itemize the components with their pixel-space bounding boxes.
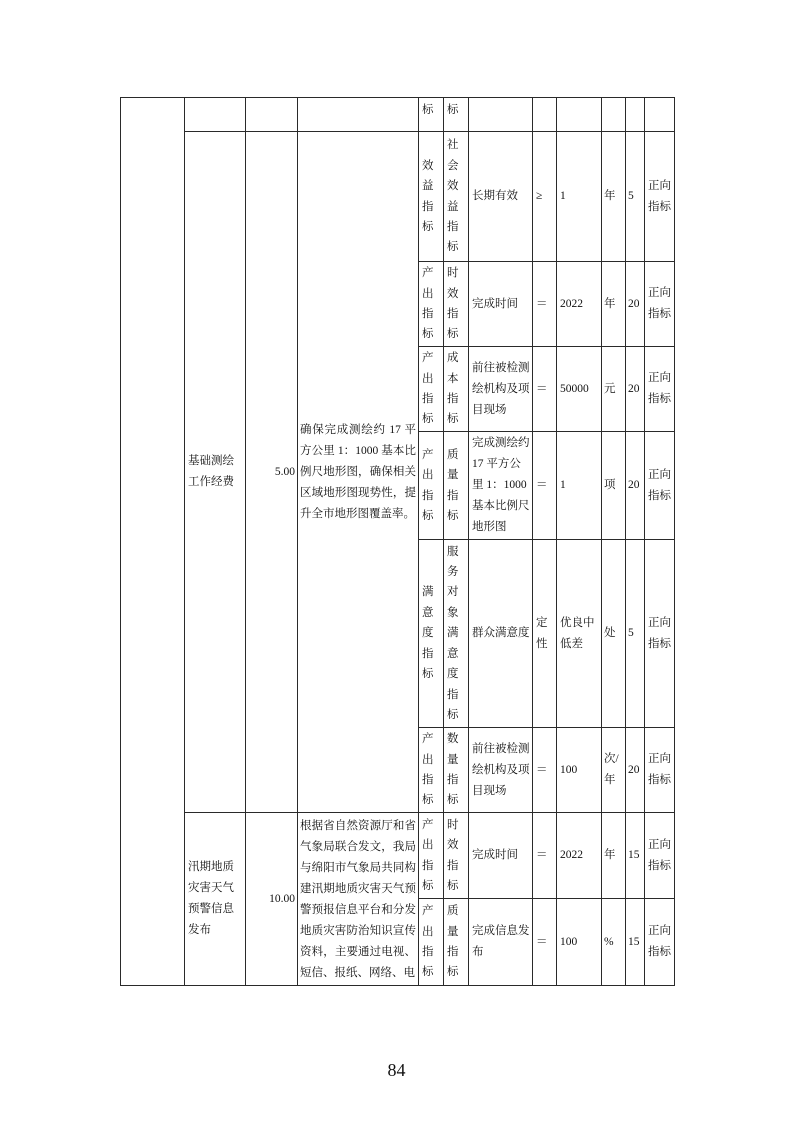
indicator-value: 2022 bbox=[557, 262, 602, 347]
indicator-unit: 年 bbox=[602, 132, 626, 262]
project-name: 基础测绘工作经费 bbox=[185, 132, 246, 813]
indicator-level1: 效益指标 bbox=[419, 132, 444, 262]
indicator-level2: 数量指标 bbox=[444, 728, 469, 813]
indicator-level1: 产出指标 bbox=[419, 432, 444, 540]
indicator-level3: 完成时间 bbox=[469, 262, 533, 347]
indicator-weight: 15 bbox=[626, 813, 645, 899]
indicator-weight: 5 bbox=[626, 132, 645, 262]
indicator-level2: 标 bbox=[444, 98, 469, 132]
indicator-operator: ＝ bbox=[533, 347, 557, 432]
indicator-direction: 正向指标 bbox=[645, 132, 675, 262]
indicator-level1: 产出指标 bbox=[419, 262, 444, 347]
indicator-level2: 服务对象满意度指标 bbox=[444, 540, 469, 728]
indicator-direction: 正向指标 bbox=[645, 347, 675, 432]
project-amount: 10.00 bbox=[246, 813, 298, 986]
indicator-unit: 处 bbox=[602, 540, 626, 728]
indicator-value: 100 bbox=[557, 728, 602, 813]
indicator-operator: ≥ bbox=[533, 132, 557, 262]
empty-cell bbox=[626, 98, 645, 132]
indicator-level1: 产出指标 bbox=[419, 813, 444, 899]
performance-indicator-table bbox=[120, 97, 675, 986]
indicator-weight: 20 bbox=[626, 432, 645, 540]
indicator-level3: 完成信息发布 bbox=[469, 899, 533, 986]
table-container bbox=[120, 97, 675, 986]
project-name: 汛期地质灾害天气预警信息发布 bbox=[185, 813, 246, 986]
indicator-value: 50000 bbox=[557, 347, 602, 432]
indicator-level2: 时效指标 bbox=[444, 262, 469, 347]
indicator-level3: 完成时间 bbox=[469, 813, 533, 899]
indicator-level2: 社会效益指标 bbox=[444, 132, 469, 262]
indicator-unit: % bbox=[602, 899, 626, 986]
indicator-direction: 正向指标 bbox=[645, 813, 675, 899]
indicator-unit: 次/年 bbox=[602, 728, 626, 813]
indicator-unit: 年 bbox=[602, 813, 626, 899]
project-goal-cell bbox=[298, 813, 419, 986]
table-row bbox=[121, 132, 675, 262]
indicator-level3: 前往被检测绘机构及项目现场 bbox=[469, 728, 533, 813]
indicator-weight: 5 bbox=[626, 540, 645, 728]
indicator-weight: 20 bbox=[626, 728, 645, 813]
indicator-direction: 正向指标 bbox=[645, 262, 675, 347]
indicator-level2: 成本指标 bbox=[444, 347, 469, 432]
indicator-level1: 标 bbox=[419, 98, 444, 132]
empty-cell bbox=[469, 98, 533, 132]
indicator-level2: 质量指标 bbox=[444, 899, 469, 986]
indicator-unit: 项 bbox=[602, 432, 626, 540]
empty-cell bbox=[185, 98, 246, 132]
indicator-value: 优良中低差 bbox=[557, 540, 602, 728]
indicator-level3: 群众满意度 bbox=[469, 540, 533, 728]
indicator-value: 1 bbox=[557, 432, 602, 540]
indicator-direction: 正向指标 bbox=[645, 432, 675, 540]
empty-cell bbox=[557, 98, 602, 132]
indicator-direction: 正向指标 bbox=[645, 899, 675, 986]
project-goal: 根据省自然资源厅和省气象局联合发文，我局与绵阳市气象局共同构建汛期地质灾害天气预警预报信息平台和分发地质灾害防治知识宣传资料，主要通过电视、短信、报纸、网络、电 bbox=[300, 820, 416, 979]
indicator-direction: 正向指标 bbox=[645, 728, 675, 813]
table-row bbox=[121, 98, 675, 132]
indicator-operator: 定性 bbox=[533, 540, 557, 728]
indicator-unit: 元 bbox=[602, 347, 626, 432]
indicator-operator: ＝ bbox=[533, 432, 557, 540]
indicator-value: 100 bbox=[557, 899, 602, 986]
blank-left-column bbox=[121, 98, 185, 986]
project-goal: 确保完成测绘约 17 平方公里 1：1000 基本比例尺地形图，确保相关区域地形图现势性，提升全市地形图覆盖率。 bbox=[298, 132, 419, 813]
indicator-weight: 20 bbox=[626, 347, 645, 432]
indicator-level2: 质量指标 bbox=[444, 432, 469, 540]
indicator-level3: 完成测绘约 17 平方公里 1：1000 基本比例尺地形图 bbox=[469, 432, 533, 540]
indicator-level2: 时效指标 bbox=[444, 813, 469, 899]
indicator-weight: 20 bbox=[626, 262, 645, 347]
indicator-value: 2022 bbox=[557, 813, 602, 899]
empty-cell bbox=[246, 98, 298, 132]
indicator-value: 1 bbox=[557, 132, 602, 262]
project-amount: 5.00 bbox=[246, 132, 298, 813]
indicator-operator: ＝ bbox=[533, 728, 557, 813]
indicator-level3: 长期有效 bbox=[469, 132, 533, 262]
empty-cell bbox=[298, 98, 419, 132]
empty-cell bbox=[602, 98, 626, 132]
page-number: 84 bbox=[387, 1060, 406, 1080]
indicator-direction: 正向指标 bbox=[645, 540, 675, 728]
empty-cell bbox=[533, 98, 557, 132]
indicator-weight: 15 bbox=[626, 899, 645, 986]
indicator-level1: 产出指标 bbox=[419, 899, 444, 986]
indicator-level3: 前往被检测绘机构及项目现场 bbox=[469, 347, 533, 432]
indicator-unit: 年 bbox=[602, 262, 626, 347]
indicator-operator: ＝ bbox=[533, 899, 557, 986]
indicator-operator: ＝ bbox=[533, 262, 557, 347]
indicator-level1: 产出指标 bbox=[419, 728, 444, 813]
empty-cell bbox=[645, 98, 675, 132]
indicator-level1: 产出指标 bbox=[419, 347, 444, 432]
indicator-operator: ＝ bbox=[533, 813, 557, 899]
table-row bbox=[121, 813, 675, 899]
indicator-level1: 满意度指标 bbox=[419, 540, 444, 728]
